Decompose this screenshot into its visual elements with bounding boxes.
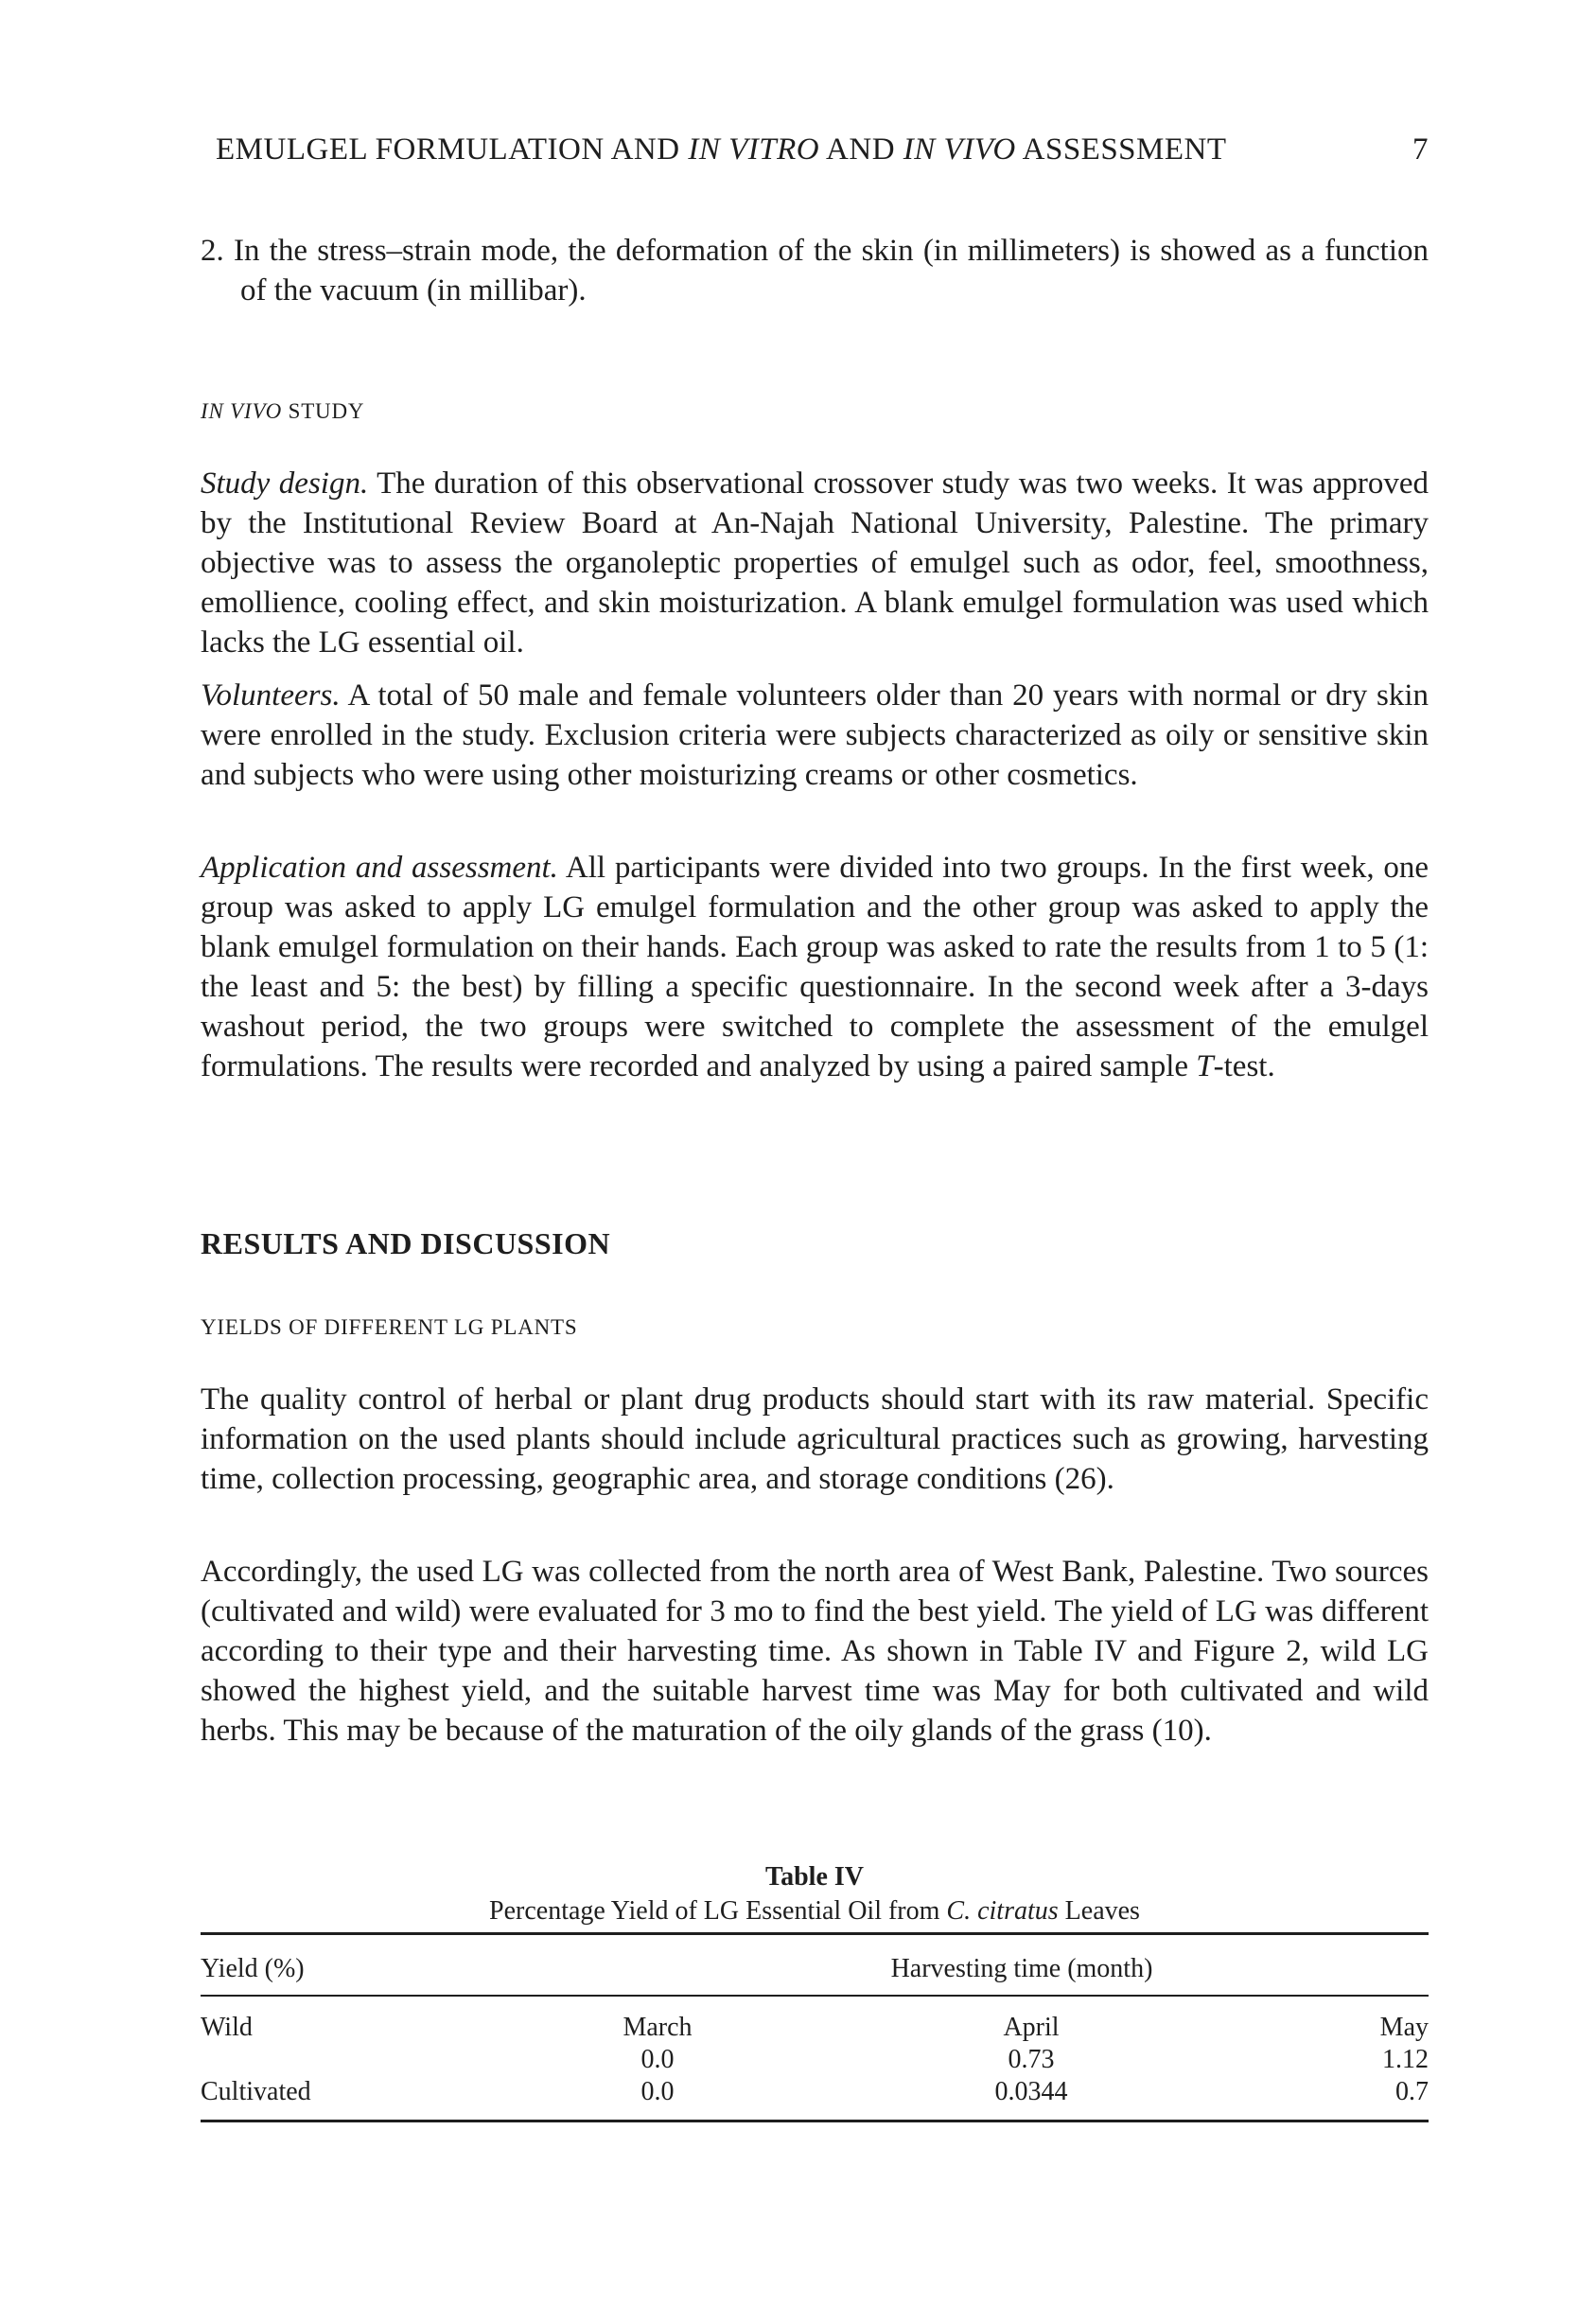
table-top-rule — [201, 1932, 1429, 1935]
in-vivo-study-heading — [201, 399, 364, 424]
subtitle-text: Percentage Yield of LG Essential Oil from — [489, 1896, 947, 1926]
running-head-part: EMULGEL FORMULATION AND — [216, 132, 689, 167]
list-item-text: In the stress–strain mode, the deformation of the skin (in millimeters) is showed as a function of the vacuum (in millibar). — [233, 234, 1429, 308]
study-design-paragraph — [201, 464, 1429, 662]
page-number: 7 — [1412, 132, 1429, 167]
table-cell-cultivated-may: 0.7 — [1395, 2077, 1429, 2106]
table-cell-wild-march: 0.0 — [640, 2045, 675, 2074]
paragraph-text: A total of 50 male and female volunteers older than 20 years with normal or dry skin were enrolled in the study. Exclusion criteria were subjects characterized as oily or sensitive skin and subjects who were using other moisturizing creams or other cosmetics. — [201, 678, 1429, 792]
t-symbol: T — [1196, 1049, 1214, 1083]
table-cell-cultivated-april: 0.0344 — [994, 2077, 1068, 2106]
table-cell-month-may: May — [1379, 2013, 1429, 2042]
numbered-list-item — [201, 231, 1429, 310]
subtitle-text: Leaves — [1058, 1896, 1140, 1926]
table-bottom-rule — [201, 2120, 1429, 2122]
table-header-rule — [201, 1995, 1429, 1997]
volunteers-paragraph — [201, 676, 1429, 795]
accordingly-paragraph: Accordingly, the used LG was collected from the north area of West Bank, Palestine. Two sources (cultivated and wild) were evaluated for 3 mo to find the best yield. The yield of LG was different according to their type and their harvesting time. As shown in Table IV and Figure 2, wild LG showed the highest yield, and the suitable harvest time was May for both cultivated and wild herbs. This may be because of the maturation of the oily glands of the grass (10). — [201, 1555, 1429, 1748]
species-name: C. citratus — [946, 1896, 1059, 1926]
results-discussion-heading: RESULTS AND DISCUSSION — [201, 1226, 611, 1260]
application-paragraph — [201, 848, 1429, 1086]
table-cell-cultivated-march: 0.0 — [640, 2077, 675, 2106]
heading-rest: STUDY — [282, 399, 365, 423]
run-in-heading: Study design. — [201, 466, 369, 501]
running-head-italic: IN VITRO — [688, 132, 820, 167]
running-head — [216, 131, 1429, 168]
run-in-heading: Volunteers. — [201, 678, 341, 713]
table-title: Table IV — [764, 1862, 864, 1892]
table-header-yield: Yield (%) — [201, 1954, 305, 1983]
table-cell-month-april: April — [1003, 2013, 1060, 2042]
running-head-part: ASSESSMENT — [1015, 132, 1227, 167]
yields-heading: YIELDS OF DIFFERENT LG PLANTS — [201, 1315, 578, 1339]
table-subtitle — [201, 1896, 1429, 1927]
quality-control-paragraph: The quality control of herbal or plant drug products should start with its raw material. Specific information on the used plants should include agricultural practices such as growing, harvesting time, collection processing, geographic area, and storage conditions (26). — [201, 1382, 1429, 1496]
paragraph-text: -test. — [1213, 1049, 1275, 1083]
table-cell-wild-april: 0.73 — [1008, 2045, 1055, 2074]
running-head-part: AND — [819, 132, 903, 167]
list-number: 2. — [201, 234, 224, 268]
paragraph-text: All participants were divided into two groups. In the first week, one group was asked to apply LG emulgel formulation and the other group was asked to apply the blank emulgel formulation on their hands. Each group was asked to rate the results from 1 to 5 (1: the least and 5: the best) by filling a specific questionnaire. In the second week after a 3-days washout period, the two groups were switched to complete the assessment of the emulgel formulations. The results were recorded and analyzed by using a paired sample — [201, 851, 1429, 1083]
heading-italic: IN VIVO — [201, 399, 283, 423]
table-cell-month-march: March — [623, 2013, 693, 2042]
table-row-label-cultivated: Cultivated — [201, 2077, 311, 2106]
paragraph-text: The duration of this observational crossover study was two weeks. It was approved by the Institutional Review Board at An-Najah National University, Palestine. The primary objective was to assess the organoleptic properties of emulgel such as odor, feel, smoothness, emollience, cooling effect, and skin moisturization. A blank emulgel formulation was used which lacks the LG essential oil. — [201, 466, 1429, 660]
run-in-heading: Application and assessment. — [201, 851, 558, 885]
running-head-italic: IN VIVO — [903, 132, 1016, 167]
table-cell-wild-may: 1.12 — [1382, 2045, 1429, 2074]
table-header-harvesting: Harvesting time (month) — [890, 1954, 1153, 1983]
table-row-label-wild: Wild — [201, 2013, 253, 2042]
